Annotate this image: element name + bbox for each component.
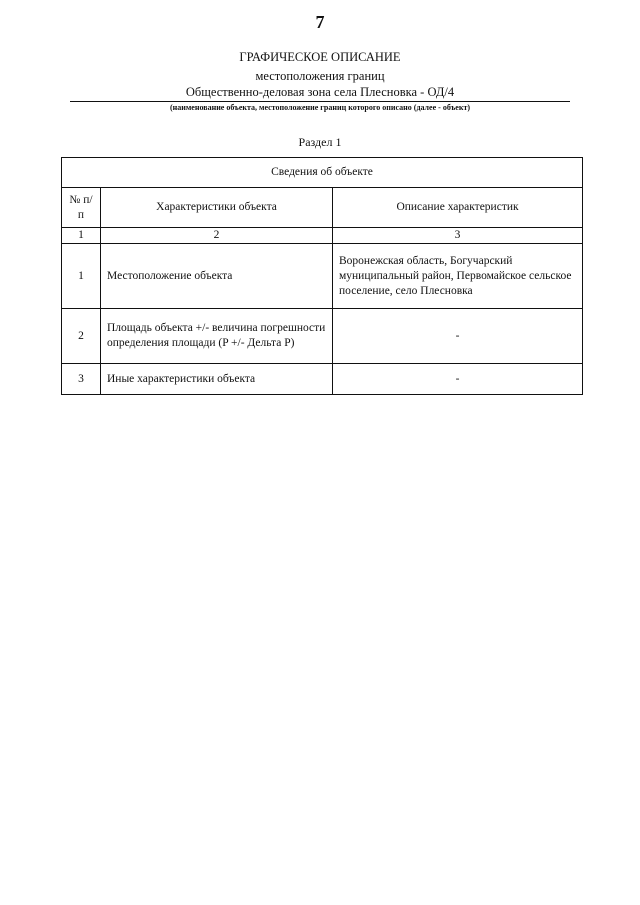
table-row: [62, 244, 583, 309]
table-row: [62, 364, 583, 395]
table-title-row: [62, 158, 583, 188]
object-name: Общественно-деловая зона села Плесновка - ОД/4: [185, 85, 455, 99]
row-number: 3: [62, 364, 101, 395]
column-number-row: [62, 228, 583, 244]
header-description: Описание характеристик: [333, 188, 583, 228]
header-characteristic: Характеристики объекта: [101, 188, 333, 228]
document-title: ГРАФИЧЕСКОЕ ОПИСАНИЕ: [239, 50, 401, 64]
object-info-table: [61, 157, 583, 395]
row-characteristic: Местоположение объекта: [101, 244, 333, 309]
column-number: 3: [333, 228, 583, 244]
column-number: 1: [62, 228, 101, 244]
column-number: 2: [101, 228, 333, 244]
row-characteristic: Площадь объекта +/- величина погрешности определения площади (P +/- Дельта P): [101, 309, 333, 364]
row-number: 1: [62, 244, 101, 309]
section-title: Раздел 1: [298, 135, 342, 149]
row-number: 2: [62, 309, 101, 364]
header-number: № п/п: [62, 188, 101, 228]
table-row: [62, 309, 583, 364]
document-subtitle: местоположения границ: [255, 69, 385, 83]
object-name-caption: (наименование объекта, местоположение границ которого описано (далее - объект): [169, 103, 471, 112]
table-header-row: [62, 188, 583, 228]
row-description: -: [333, 364, 583, 395]
page-number: 7: [315, 12, 325, 32]
row-description: Воронежская область, Богучарский муниципальный район, Первомайское сельское поселение, село Плесновка: [333, 244, 583, 309]
row-description: -: [333, 309, 583, 364]
table-title: Сведения об объекте: [62, 158, 583, 188]
row-characteristic: Иные характеристики объекта: [101, 364, 333, 395]
